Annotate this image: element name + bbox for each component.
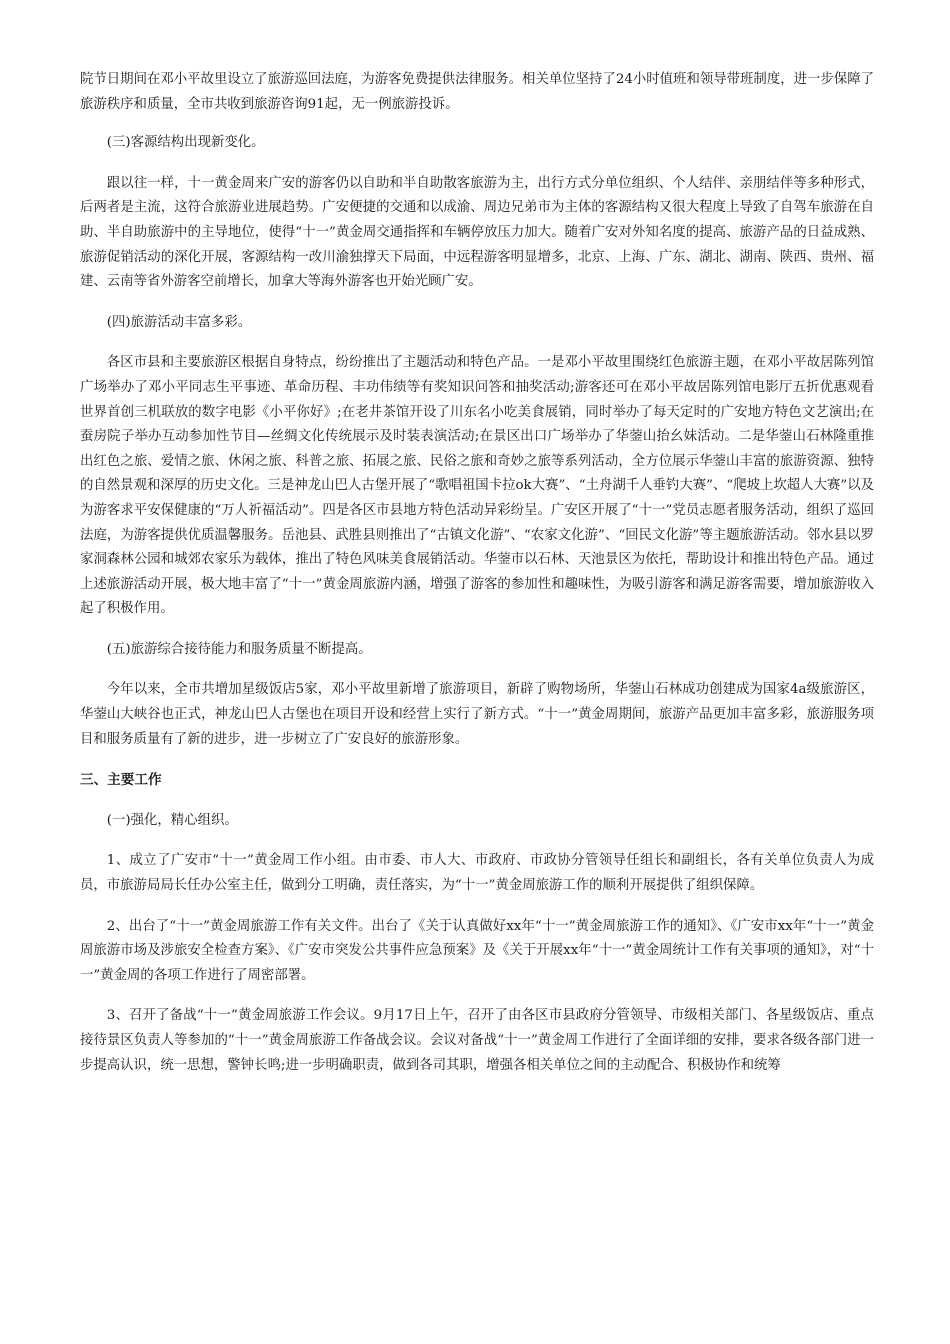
section-heading-main-work: 三、主要工作 [80, 772, 162, 789]
subheading-tourism-activities: (四)旅游活动丰富多彩。 [106, 314, 252, 330]
paragraph-meeting: 3、召开了备战“十一”黄金周旅游工作会议。9月17日上午，召开了由各区市县政府分管领导、市级相关部门、各星级饭店、重点接待景区负责人等参加的“十一”黄金周旅游工作备战会议。会议对备战“十一”黄金周工作进行了全面详细的安排，要求各级各部门进一步提高认识，统一思想，警钟长鸣;进一步明确职责，做到各司其职，增强各相关单位之间的主动配合、积极协作和统筹 [80, 1008, 874, 1073]
paragraph-legal-service: 院节日期间在邓小平故里设立了旅游巡回法庭，为游客免费提供法律服务。相关单位坚持了24小时值班和领导带班制度，进一步保障了旅游秩序和质量，全市共收到旅游咨询91起，无一例旅游投诉。 [80, 72, 874, 112]
document-page [80, 68, 874, 1078]
subheading-service-quality: (五)旅游综合接待能力和服务质量不断提高。 [106, 641, 372, 657]
paragraph-tourism-activities: 各区市县和主要旅游区根据自身特点，纷纷推出了主题活动和特色产品。一是邓小平故里围绕红色旅游主题，在邓小平故居陈列馆广场举办了邓小平同志生平事迹、革命历程、丰功伟绩等有奖知识问答和抽奖活动;游客还可在邓小平故居陈列馆电影厅五折优惠观看世界首创三机联放的数字电影《小平你好》;在老井茶馆开设了川东名小吃美食展销，同时举办了每天定时的广安地方特色文艺演出;在蚕房院子举办互动参加性节目—丝绸文化传统展示及时装表演活动;在景区出口广场举办了华蓥山抬幺妹活动。二是华蓥山石林隆重推出红色之旅、爱情之旅、休闲之旅、科普之旅、拓展之旅、民俗之旅和奇妙之旅等系列活动，全方位展示华蓥山丰富的旅游资源、独特的自然景观和深厚的历史文化。三是神龙山巴人古堡开展了“歌唱祖国卡拉ok大赛”、“土舟湖千人垂钓大赛”、“爬坡上坎超人大赛”以及为游客求平安保健康的“万人祈福活动”。四是各区市县地方特色活动异彩纷呈。广安区开展了“十一”党员志愿者服务活动，组织了巡回法庭，为游客提供优质温馨服务。岳池县、武胜县则推出了“古镇文化游”、“农家文化游”、“回民文化游”等主题旅游活动。邻水县以罗家洞森林公园和城郊农家乐为载体，推出了特色风味美食展销活动。华蓥市以石林、天池景区为依托，帮助设计和推出特色产品。通过上述旅游活动开展，极大地丰富了“十一”黄金周旅游内涵，增强了游客的参加性和趣味性，为吸引游客和满足游客需要，增加旅游收入起了积极作用。 [80, 355, 874, 617]
paragraph-service-quality: 今年以来，全市共增加星级饭店5家，邓小平故里新增了旅游项目，新辟了购物场所，华蓥山石林成功创建成为国家4a级旅游区，华蓥山大峡谷也正式，神龙山巴人古堡也在项目开设和经营上实行了新方式。“十一”黄金周期间，旅游产品更加丰富多彩，旅游服务项目和服务质量有了新的进步，进一步树立了广安良好的旅游形象。 [80, 682, 874, 747]
paragraph-work-group: 1、成立了广安市“十一”黄金周工作小组。由市委、市人大、市政府、市政协分管领导任组长和副组长，各有关单位负责人为成员，市旅游局局长任办公室主任，做到分工明确，责任落实，为“十一”黄金周旅游工作的顺利开展提供了组织保障。 [80, 853, 874, 894]
paragraph-documents: 2、出台了“十一”黄金周旅游工作有关文件。出台了《关于认真做好xx年“十一”黄金周旅游工作的通知》、《广安市xx年“十一”黄金周旅游市场及涉旅安全检查方案》、《广安市突发公共事件应急预案》及《关于开展xx年“十一”黄金周统计工作有关事项的通知》，对“十一”黄金周的各项工作进行了周密部署。 [80, 918, 874, 983]
subheading-organization: (一)强化，精心组织。 [106, 812, 238, 828]
subheading-visitor-structure: (三)客源结构出现新变化。 [106, 135, 265, 151]
paragraph-visitor-structure: 跟以往一样，十一黄金周来广安的游客仍以自助和半自助散客旅游为主，出行方式分单位组织、个人结伴、亲朋结伴等多种形式，后两者是主流，这符合旅游业进展趋势。广安便捷的交通和以成渝、周边兄弟市为主体的客源结构又很大程度上导致了自驾车旅游在自助、半自助旅游中的主导地位，使得“十一”黄金周交通指挥和车辆停放压力加大。随着广安对外知名度的提高、旅游产品的日益成熟、旅游促销活动的深化开展，客源结构一改川渝独撑天下局面，中远程游客明显增多，北京、上海、广东、湖北、湖南、陕西、贵州、福建、云南等省外游客空前增长，加拿大等海外游客也开始光顾广安。 [80, 175, 874, 290]
